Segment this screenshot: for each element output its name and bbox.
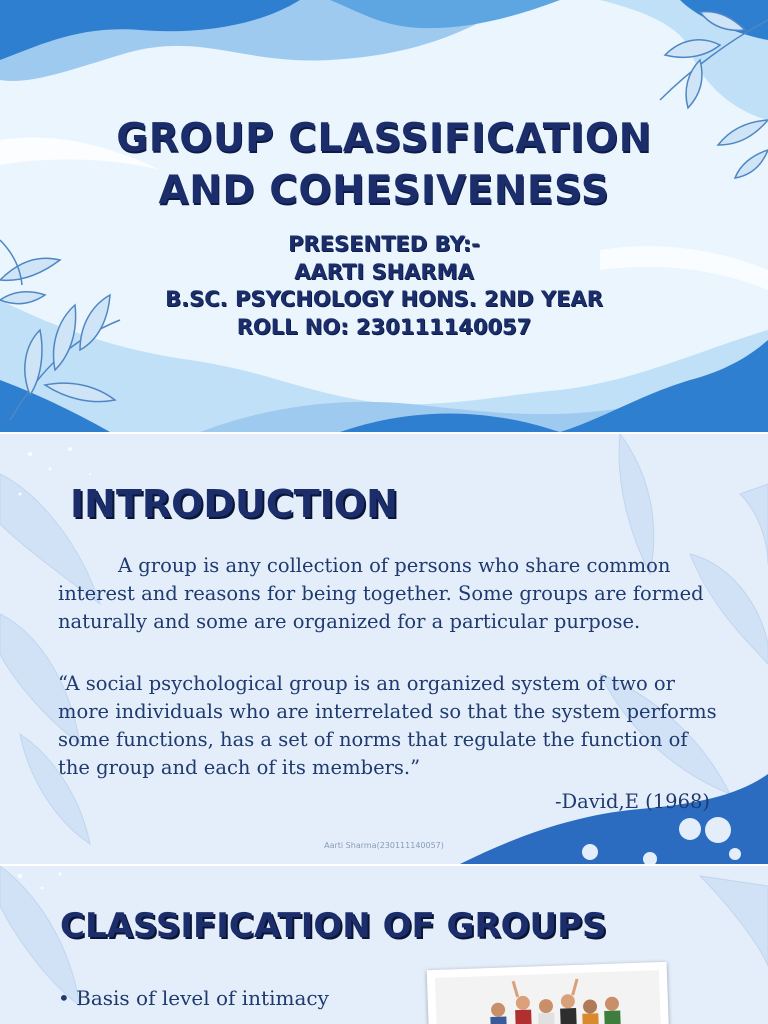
classification-slide: [0, 866, 768, 1024]
classification-heading: CLASSIFICATION OF GROUPS: [60, 906, 607, 946]
slide-footer: Aarti Sharma(230111140057): [324, 841, 444, 850]
author-name: AARTI SHARMA: [294, 260, 474, 284]
intro-paragraph: [58, 552, 718, 636]
definition-quote: “A social psychological group is an organized system of two or more individuals who are interrelated so that the system performs some functions, has a set of norms that regulate the function of the group and each of its members.”: [58, 672, 717, 779]
introduction-slide: [0, 434, 768, 864]
intro-paragraph-first-line: A group is any collection of persons who share common: [118, 554, 671, 577]
group-photo: [427, 962, 670, 1024]
group-photo-figures: [427, 962, 670, 1024]
title-slide: [0, 0, 768, 432]
slide-title-line1: GROUP CLASSIFICATION: [116, 116, 652, 161]
roll-number: ROLL NO: 230111140057: [236, 315, 532, 339]
introduction-heading: INTRODUCTION: [70, 482, 398, 526]
course-name: B.SC. PSYCHOLOGY HONS. 2ND YEAR: [165, 287, 603, 311]
presented-by-label: PRESENTED BY:-: [288, 232, 480, 256]
quote-citation: -David,E (1968): [554, 790, 710, 813]
intro-paragraph-rest: interest and reasons for being together. Some groups are formed naturally and some are organized for a particular purpose.: [58, 582, 704, 633]
bullet-intimacy: • Basis of level of intimacy: [58, 986, 329, 1010]
slide-title-line2: AND COHESIVENESS: [158, 168, 610, 213]
